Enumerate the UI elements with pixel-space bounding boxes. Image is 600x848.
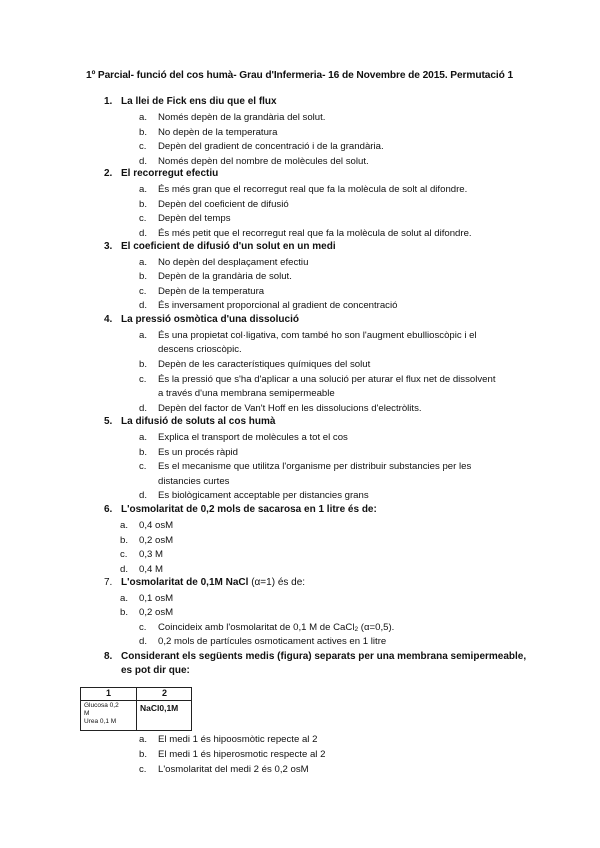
exam-header: 1º Parcial- funció del cos humà- Grau d'Infermeria- 16 de Novembre de 2015. Permutació 1 xyxy=(86,70,514,81)
question-text: El recorregut efectiu xyxy=(121,168,219,179)
question-text: El coeficient de difusió d'un solut en un medi xyxy=(121,241,336,252)
option-4a-continuation: descens crioscòpic. xyxy=(158,344,242,355)
option-5c-continuation: distancies curtes xyxy=(158,476,230,487)
media-figure-table xyxy=(80,687,192,731)
question-5: 5. La difusió de soluts al cos humà xyxy=(104,416,276,427)
exam-page: 1º Parcial- funció del cos humà- Grau d'Infermeria- 16 de Novembre de 2015. Permutació 1 1. La llei de Fick ens diu que el flux a. Només depèn de la grandària del solut. b. No depèn de la temperatura c. Depèn del gradient de concentració i de la grandària. d. Només depèn del nombre de molècules del solut. 2. El recorregut efectiu a. És més gran que el recorregut real que fa la molècula de solt al difondre. b. Depèn del coeficient de difusió c. Depèn del temps d. És més petit que el recorregut real que fa la molècula de solut al difondre. 3. El coeficient de difusió d'un solut en un medi a. No depèn del desplaçament efectiu b. Depèn de la grandària de solut. c. Depèn de la temperatura d. És inversament proporcional al gradient de concentració 4. La pressió osmòtica d'una dissolució a. És una propietat col·ligativa, com també ho son l'augment ebullioscòpic i el descens crioscòpic. b. Depèn de les característiques químiques del solut c. És la pressió que s'ha d'aplicar a una solució per aturar el flux net de dissolvent a través d'una membrana semipermeable d. Depèn del factor de Van't Hoff en les dissolucions d'electròlits. 5. La difusió de soluts al cos humà a. Explica el transport de molècules a tot el cos b. Es un procés ràpid c. Es el mecanisme que utilitza l'organisme per distribuir substancies per les distancies curtes d. Es biològicament acceptable per distancies grans 6. L'osmolaritat de 0,2 mols de sacarosa en 1 litre és de: a. 0,4 osM b. 0,2 osM c. 0,3 M d. 0,4 M 7. L'osmolaritat de 0,1M NaCl (α=1) és de: a. 0,1 osM b. 0,2 osM c. Coincideix amb l'osmolaritat de 0,1 M de CaCl2 (α=0,5). d. 0,2 mols de partícules osmoticament actives en 1 litre 8. Considerant els següents medis (figura) separats per una membrana semipermeable, es pot dir que: 1 2 Glucosa 0,2 M Urea 0,1 M NaCl0,1M a. El medi 1 és hipoosmòtic repecte al 2 b. El medi 1 és hiperosmotic respecte al 2 c. L'osmolaritat del medi 2 és 0,2 osM xyxy=(0,0,600,848)
medium-2-header: 2 xyxy=(161,688,167,698)
question-text-rest: (α=1) és de: xyxy=(248,577,306,588)
question-6: 6. L'osmolaritat de 0,2 mols de sacarosa en 1 litre és de: xyxy=(104,504,377,515)
medium-1-contents: Glucosa 0,2 M Urea 0,1 M xyxy=(84,702,119,725)
question-4: 4. La pressió osmòtica d'una dissolució xyxy=(104,314,299,325)
question-text: La pressió osmòtica d'una dissolució xyxy=(121,314,299,325)
question-8-continuation: es pot dir que: xyxy=(121,665,190,676)
question-text: L'osmolaritat de 0,2 mols de sacarosa en 1 litre és de: xyxy=(121,504,377,515)
medium-1-header: 1 xyxy=(105,688,111,698)
question-text: La difusió de soluts al cos humà xyxy=(121,416,276,427)
question-8: 8. Considerant els següents medis (figura) separats per una membrana semipermeable, xyxy=(104,651,527,662)
question-1: 1. La llei de Fick ens diu que el flux xyxy=(104,96,277,107)
option-4c-continuation: a través d'una membrana semipermeable xyxy=(158,388,335,399)
question-text: La llei de Fick ens diu que el flux xyxy=(121,96,277,107)
medium-2-contents: NaCl0,1M xyxy=(140,703,179,713)
question-2: 2. El recorregut efectiu xyxy=(104,168,219,179)
question-text-bold: L'osmolaritat de 0,1M NaCl xyxy=(121,577,249,588)
question-3: 3. El coeficient de difusió d'un solut en un medi xyxy=(104,241,336,252)
question-7: 7. L'osmolaritat de 0,1M NaCl (α=1) és de: xyxy=(104,577,306,588)
question-text: Considerant els següents medis (figura) separats per una membrana semipermeable, xyxy=(121,651,527,662)
